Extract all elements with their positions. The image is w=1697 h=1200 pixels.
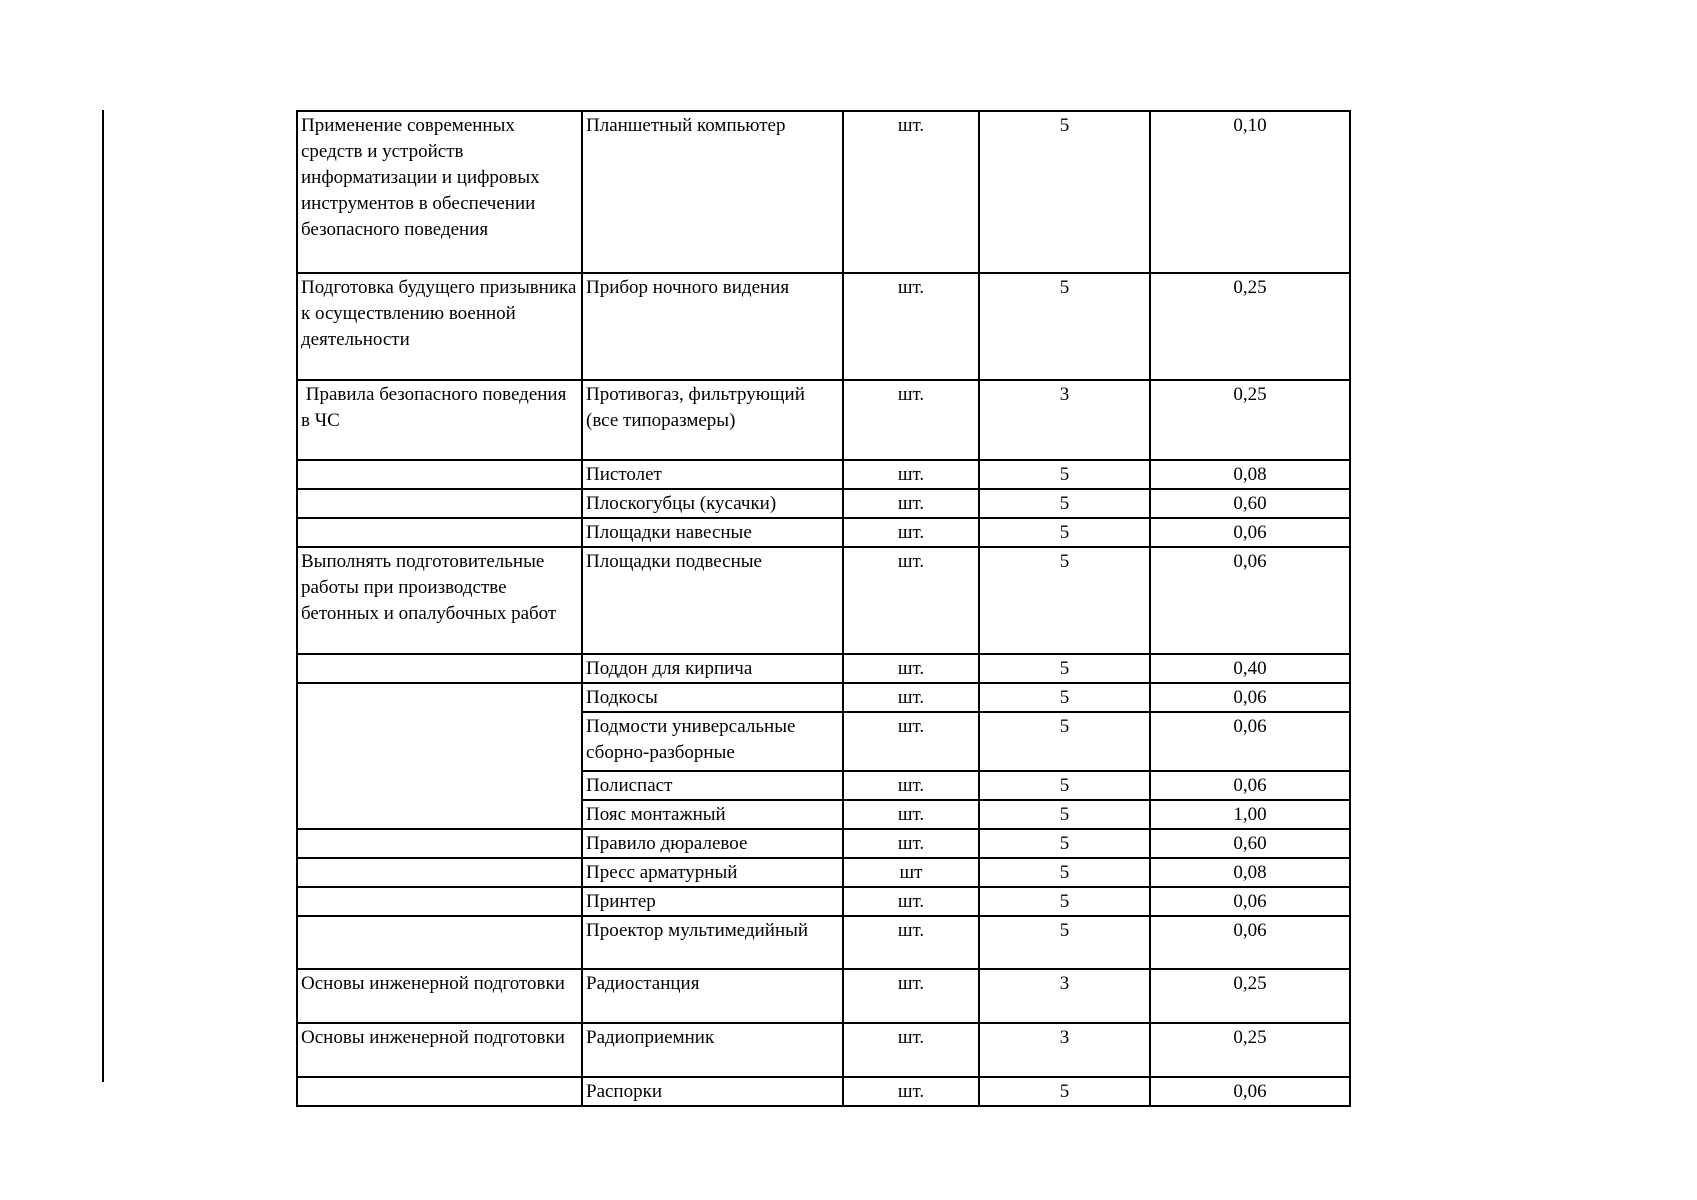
unit-cell: шт.	[843, 273, 979, 380]
coef-cell: 0,06	[1150, 547, 1350, 654]
unit-cell: шт.	[843, 683, 979, 712]
item-cell: Прибор ночного видения	[582, 273, 843, 380]
qty-cell: 5	[979, 518, 1150, 547]
unit-cell: шт.	[843, 712, 979, 771]
coef-cell: 0,06	[1150, 887, 1350, 916]
item-cell: Планшетный компьютер	[582, 111, 843, 273]
coef-cell: 0,10	[1150, 111, 1350, 273]
qty-cell: 5	[979, 460, 1150, 489]
qty-cell: 5	[979, 654, 1150, 683]
qty-cell: 5	[979, 771, 1150, 800]
unit-cell: шт.	[843, 829, 979, 858]
table-row	[297, 916, 1350, 969]
unit-cell: шт	[843, 858, 979, 887]
unit-cell: шт.	[843, 380, 979, 460]
coef-cell: 0,25	[1150, 969, 1350, 1023]
topic-cell: Выполнять подготовительные работы при производстве бетонных и опалубочных работ	[297, 547, 582, 654]
topic-cell	[297, 489, 582, 518]
item-cell: Пояс монтажный	[582, 800, 843, 829]
coef-cell: 0,06	[1150, 916, 1350, 969]
item-cell: Проектор мультимедийный	[582, 916, 843, 969]
equipment-table	[296, 110, 1351, 1107]
table-row	[297, 518, 1350, 547]
coef-cell: 0,25	[1150, 273, 1350, 380]
coef-cell: 0,08	[1150, 858, 1350, 887]
qty-cell: 5	[979, 887, 1150, 916]
unit-cell: шт.	[843, 111, 979, 273]
topic-cell	[297, 460, 582, 489]
topic-cell	[297, 518, 582, 547]
unit-cell: шт.	[843, 654, 979, 683]
topic-cell-merged	[297, 683, 582, 829]
unit-cell: шт.	[843, 887, 979, 916]
item-cell: Радиостанция	[582, 969, 843, 1023]
qty-cell: 5	[979, 273, 1150, 380]
table-row	[297, 380, 1350, 460]
item-cell: Противогаз, фильтрующий (все типоразмеры)	[582, 380, 843, 460]
unit-cell: шт.	[843, 771, 979, 800]
qty-cell: 5	[979, 916, 1150, 969]
unit-cell: шт.	[843, 969, 979, 1023]
qty-cell: 3	[979, 969, 1150, 1023]
coef-cell: 0,60	[1150, 829, 1350, 858]
unit-cell: шт.	[843, 547, 979, 654]
coef-cell: 1,00	[1150, 800, 1350, 829]
qty-cell: 5	[979, 800, 1150, 829]
table-row	[297, 969, 1350, 1023]
item-cell: Поддон для кирпича	[582, 654, 843, 683]
coef-cell: 0,06	[1150, 518, 1350, 547]
unit-cell: шт.	[843, 800, 979, 829]
item-cell: Распорки	[582, 1077, 843, 1106]
coef-cell: 0,25	[1150, 1023, 1350, 1077]
qty-cell: 5	[979, 489, 1150, 518]
table-row	[297, 858, 1350, 887]
item-cell: Пистолет	[582, 460, 843, 489]
topic-cell	[297, 858, 582, 887]
topic-cell: Основы инженерной подготовки	[297, 1023, 582, 1077]
table-row	[297, 654, 1350, 683]
table-row	[297, 1023, 1350, 1077]
topic-cell: Правила безопасного поведения в ЧС	[297, 380, 582, 460]
page-margin-rule	[102, 110, 104, 1082]
topic-cell: Подготовка будущего призывника к осуществлению военной деятельности	[297, 273, 582, 380]
topic-cell	[297, 916, 582, 969]
unit-cell: шт.	[843, 518, 979, 547]
qty-cell: 5	[979, 829, 1150, 858]
qty-cell: 5	[979, 111, 1150, 273]
item-cell: Пресс арматурный	[582, 858, 843, 887]
qty-cell: 5	[979, 712, 1150, 771]
table-row	[297, 111, 1350, 273]
table-row	[297, 460, 1350, 489]
qty-cell: 5	[979, 858, 1150, 887]
item-cell: Правило дюралевое	[582, 829, 843, 858]
table-row	[297, 829, 1350, 858]
unit-cell: шт.	[843, 460, 979, 489]
qty-cell: 5	[979, 683, 1150, 712]
unit-cell: шт.	[843, 916, 979, 969]
coef-cell: 0,06	[1150, 712, 1350, 771]
topic-cell	[297, 654, 582, 683]
qty-cell: 5	[979, 547, 1150, 654]
topic-cell	[297, 887, 582, 916]
table-row	[297, 683, 1350, 712]
coef-cell: 0,08	[1150, 460, 1350, 489]
unit-cell: шт.	[843, 489, 979, 518]
item-cell: Подкосы	[582, 683, 843, 712]
coef-cell: 0,06	[1150, 771, 1350, 800]
coef-cell: 0,40	[1150, 654, 1350, 683]
unit-cell: шт.	[843, 1023, 979, 1077]
item-cell: Радиоприемник	[582, 1023, 843, 1077]
coef-cell: 0,25	[1150, 380, 1350, 460]
item-cell: Полиспаст	[582, 771, 843, 800]
unit-cell: шт.	[843, 1077, 979, 1106]
topic-cell	[297, 829, 582, 858]
item-cell: Площадки навесные	[582, 518, 843, 547]
coef-cell: 0,60	[1150, 489, 1350, 518]
topic-cell: Применение современных средств и устройств информатизации и цифровых инструментов в обеспечении безопасного поведения	[297, 111, 582, 273]
item-cell: Подмости универсальные сборно-разборные	[582, 712, 843, 771]
item-cell: Принтер	[582, 887, 843, 916]
coef-cell: 0,06	[1150, 683, 1350, 712]
topic-cell	[297, 1077, 582, 1106]
table-row	[297, 887, 1350, 916]
table-row	[297, 489, 1350, 518]
qty-cell: 5	[979, 1077, 1150, 1106]
table-row	[297, 273, 1350, 380]
qty-cell: 3	[979, 1023, 1150, 1077]
topic-cell: Основы инженерной подготовки	[297, 969, 582, 1023]
coef-cell: 0,06	[1150, 1077, 1350, 1106]
item-cell: Плоскогубцы (кусачки)	[582, 489, 843, 518]
item-cell: Площадки подвесные	[582, 547, 843, 654]
qty-cell: 3	[979, 380, 1150, 460]
table-row	[297, 1077, 1350, 1106]
table-row	[297, 547, 1350, 654]
